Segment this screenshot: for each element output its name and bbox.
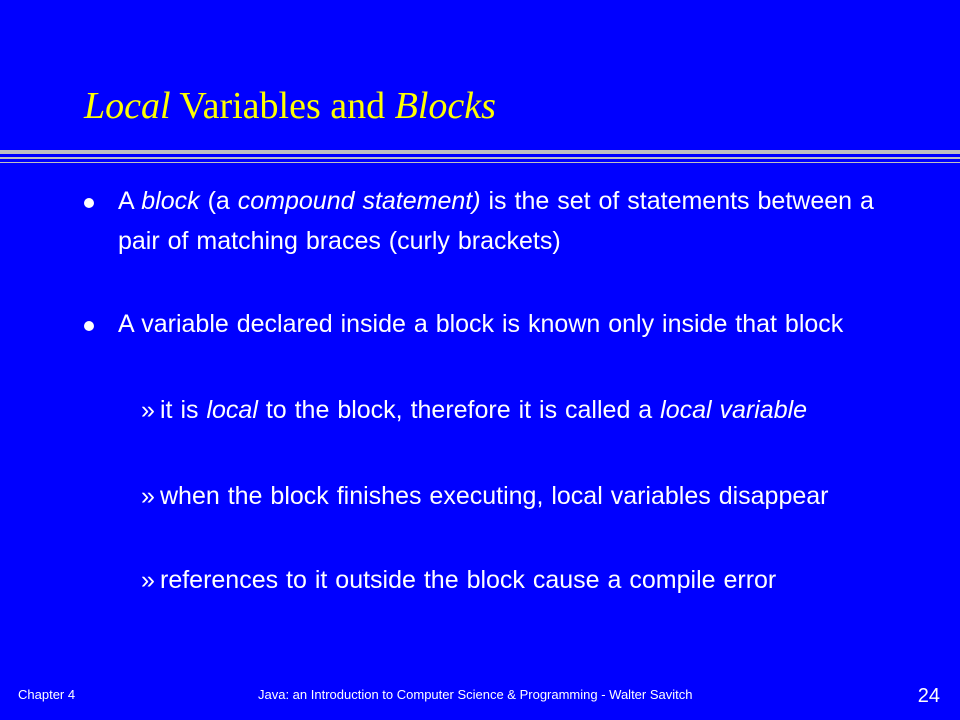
emphasis-text: local variable — [660, 396, 808, 424]
text-segment: it is — [160, 396, 207, 424]
text-segment: is the set of statements between a pair of matching braces (curly brackets) — [118, 187, 874, 255]
rule-thick — [0, 150, 960, 154]
text-segment: A — [118, 187, 142, 215]
bullet-icon — [84, 197, 94, 210]
text-segment: references to it outside the block cause a compile error — [160, 566, 777, 594]
sub-bullet-text — [160, 476, 900, 516]
sub-bullet-marker: » — [141, 566, 155, 594]
sub-bullet-text — [160, 390, 900, 430]
title-middle: Variables and — [170, 85, 395, 127]
sub-bullet-marker: » — [141, 482, 155, 510]
emphasis-text: local — [206, 396, 258, 424]
bullet-icon — [84, 320, 94, 333]
rule-medium — [0, 157, 960, 159]
slide-title — [84, 84, 496, 128]
bullet-text — [118, 304, 888, 344]
title-italic-blocks: Blocks — [394, 85, 496, 127]
emphasis-text: block — [141, 187, 200, 215]
sub-bullet-marker: » — [141, 396, 155, 424]
footer-book-title: Java: an Introduction to Computer Science & Programming - Walter Savitch — [258, 687, 693, 702]
title-italic-local: Local — [84, 85, 171, 127]
page-number: 24 — [917, 685, 940, 707]
emphasis-text: compound statement) — [237, 187, 481, 215]
text-segment: A variable declared inside a block is known only inside that block — [118, 310, 844, 338]
footer-chapter: Chapter 4 — [18, 687, 76, 702]
bullet-text — [118, 181, 888, 261]
rule-thin — [0, 162, 960, 163]
text-segment: to the block, therefore it is called a — [257, 396, 661, 424]
text-segment: when the block finishes executing, local variables disappear — [160, 482, 829, 510]
text-segment: (a — [199, 187, 238, 215]
sub-bullet-text — [160, 560, 900, 600]
